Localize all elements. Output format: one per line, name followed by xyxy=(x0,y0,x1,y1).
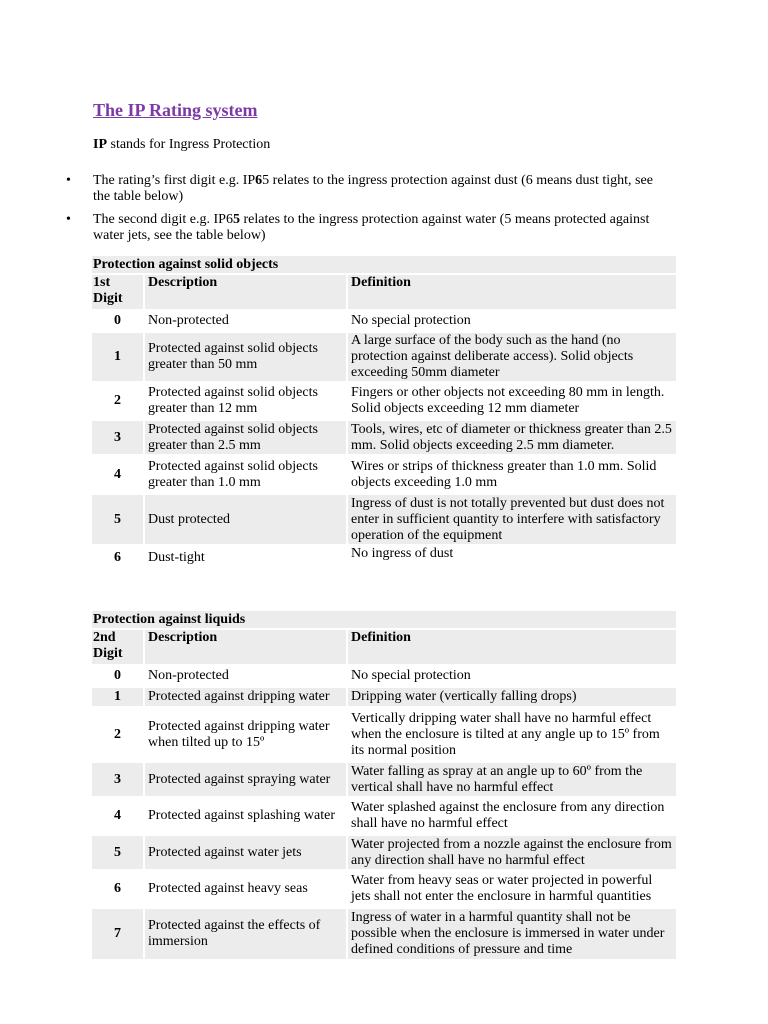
digit-cell: 2 xyxy=(114,726,121,742)
digit-cell: 3 xyxy=(92,421,143,454)
table-row xyxy=(92,836,676,869)
definition-cell: No special protection xyxy=(351,313,471,328)
description-cell: Protected against dripping water when tilted up to 15º xyxy=(148,718,330,750)
digit-cell: 6 xyxy=(114,550,121,565)
description-cell: Non-protected xyxy=(148,668,229,683)
description-cell: Protected against solid objects greater than 2.5 mm xyxy=(145,421,346,454)
definition-cell: No special protection xyxy=(351,668,471,683)
description-cell: Dust protected xyxy=(145,495,346,544)
digit-cell: 0 xyxy=(114,668,121,683)
definition-cell: Tools, wires, etc of diameter or thickness greater than 2.5 mm. Solid objects exceeding 2.5 mm diameter. xyxy=(348,421,676,454)
column-header: 1st Digit xyxy=(92,275,143,309)
table-row xyxy=(92,666,676,686)
definition-cell: Fingers or other objects not exceeding 80 mm in length. Solid objects exceeding 12 mm diameter xyxy=(351,385,665,416)
table-row xyxy=(92,311,676,331)
description-cell: Protected against solid objects greater than 50 mm xyxy=(145,333,346,381)
description-cell: Protected against solid objects greater than 1.0 mm xyxy=(148,458,318,490)
table-row xyxy=(92,798,676,834)
description-cell: Dust-tight xyxy=(148,550,205,565)
table-row xyxy=(92,708,676,761)
digit-cell: 0 xyxy=(114,313,121,328)
digit-cell: 5 xyxy=(92,495,143,544)
digit-cell: 5 xyxy=(92,836,143,869)
digit-cell: 1 xyxy=(92,688,143,706)
description-cell: Protected against spraying water xyxy=(145,763,346,796)
column-header: Definition xyxy=(348,275,676,309)
table-row xyxy=(92,383,676,419)
column-header: Description xyxy=(145,275,346,309)
bullet-dot-icon: • xyxy=(66,173,71,188)
bullet-text-pre: The rating’s first digit e.g. IP xyxy=(93,173,256,188)
intro-rest: stands for Ingress Protection xyxy=(107,137,271,152)
bullet-text-post: relates to the ingress protection against water (5 means protected against water jets, see the table below) xyxy=(93,212,650,243)
description-cell: Protected against solid objects greater than 12 mm xyxy=(148,385,318,416)
table-row xyxy=(92,763,676,796)
digit-cell: 3 xyxy=(92,763,143,796)
column-header: 2nd Digit xyxy=(92,630,143,664)
intro-bold: IP xyxy=(93,137,107,152)
page-title: The IP Rating system xyxy=(93,100,258,120)
bullet-item xyxy=(66,212,673,244)
definition-cell: Wires or strips of thickness greater than 1.0 mm. Solid objects exceeding 1.0 mm xyxy=(351,458,657,490)
description-cell: Protected against dripping water xyxy=(145,688,346,706)
bullet-text-post: 5 relates to the ingress protection against dust (6 means dust tight, see the table below) xyxy=(93,173,653,204)
table-caption: Protection against liquids xyxy=(92,611,676,628)
bullet-text-bold: 5 xyxy=(232,212,240,227)
table-row xyxy=(92,421,676,454)
solids-table xyxy=(92,254,676,572)
digit-cell: 1 xyxy=(92,333,143,381)
table-row xyxy=(92,546,676,570)
definition-cell: Water from heavy seas or water projected in powerful jets shall not enter the enclosure in harmful quantities xyxy=(351,873,653,904)
definition-cell: Ingress of dust is not totally prevented but dust does not enter in sufficient quantity to interfere with satisfactory operation of the equipment xyxy=(348,495,676,544)
definition-cell: Water falling as spray at an angle up to 60º from the vertical shall have no harmful effect xyxy=(348,763,676,796)
column-header: Description xyxy=(145,630,346,664)
bullet-text-pre: The second digit e.g. IP6 xyxy=(93,212,233,227)
definition-cell: A large surface of the body such as the hand (no protection against deliberate access). Solid objects exceeding 50mm diameter xyxy=(348,333,676,381)
table-row xyxy=(92,688,676,706)
intro-text xyxy=(93,137,270,153)
description-cell: Protected against splashing water xyxy=(148,808,336,823)
definition-cell: Water projected from a nozzle against the enclosure from any direction shall have no harmful effect xyxy=(348,836,676,869)
bullet-text-bold: 6 xyxy=(255,173,263,188)
definition-cell: Ingress of water in a harmful quantity shall not be possible when the enclosure is immersed in water under defined conditions of pressure and time xyxy=(348,909,676,959)
liquids-table xyxy=(92,609,676,961)
table-row xyxy=(92,333,676,381)
table-caption: Protection against solid objects xyxy=(92,256,676,273)
table-row xyxy=(92,456,676,493)
column-header: Definition xyxy=(348,630,676,664)
description-cell: Protected against water jets xyxy=(145,836,346,869)
digit-cell: 2 xyxy=(114,393,121,408)
description-cell: Non-protected xyxy=(148,313,229,328)
digit-cell: 4 xyxy=(114,808,121,823)
bullet-item xyxy=(66,173,673,205)
definition-cell: Vertically dripping water shall have no harmful effect when the enclosure is tilted at any angle up to 15º from its normal position xyxy=(351,710,660,758)
table-row xyxy=(92,909,676,959)
table-row xyxy=(92,871,676,907)
definition-cell: Water splashed against the enclosure from any direction shall have no harmful effect xyxy=(351,800,665,831)
definition-cell: Dripping water (vertically falling drops) xyxy=(348,688,676,706)
digit-cell: 7 xyxy=(92,909,143,959)
description-cell: Protected against heavy seas xyxy=(148,881,308,896)
description-cell: Protected against the effects of immersion xyxy=(145,909,346,959)
table-row xyxy=(92,495,676,544)
digit-cell: 6 xyxy=(114,881,121,896)
bullet-dot-icon: • xyxy=(66,212,71,227)
definition-cell: No ingress of dust xyxy=(351,546,454,561)
digit-cell: 4 xyxy=(114,466,121,482)
